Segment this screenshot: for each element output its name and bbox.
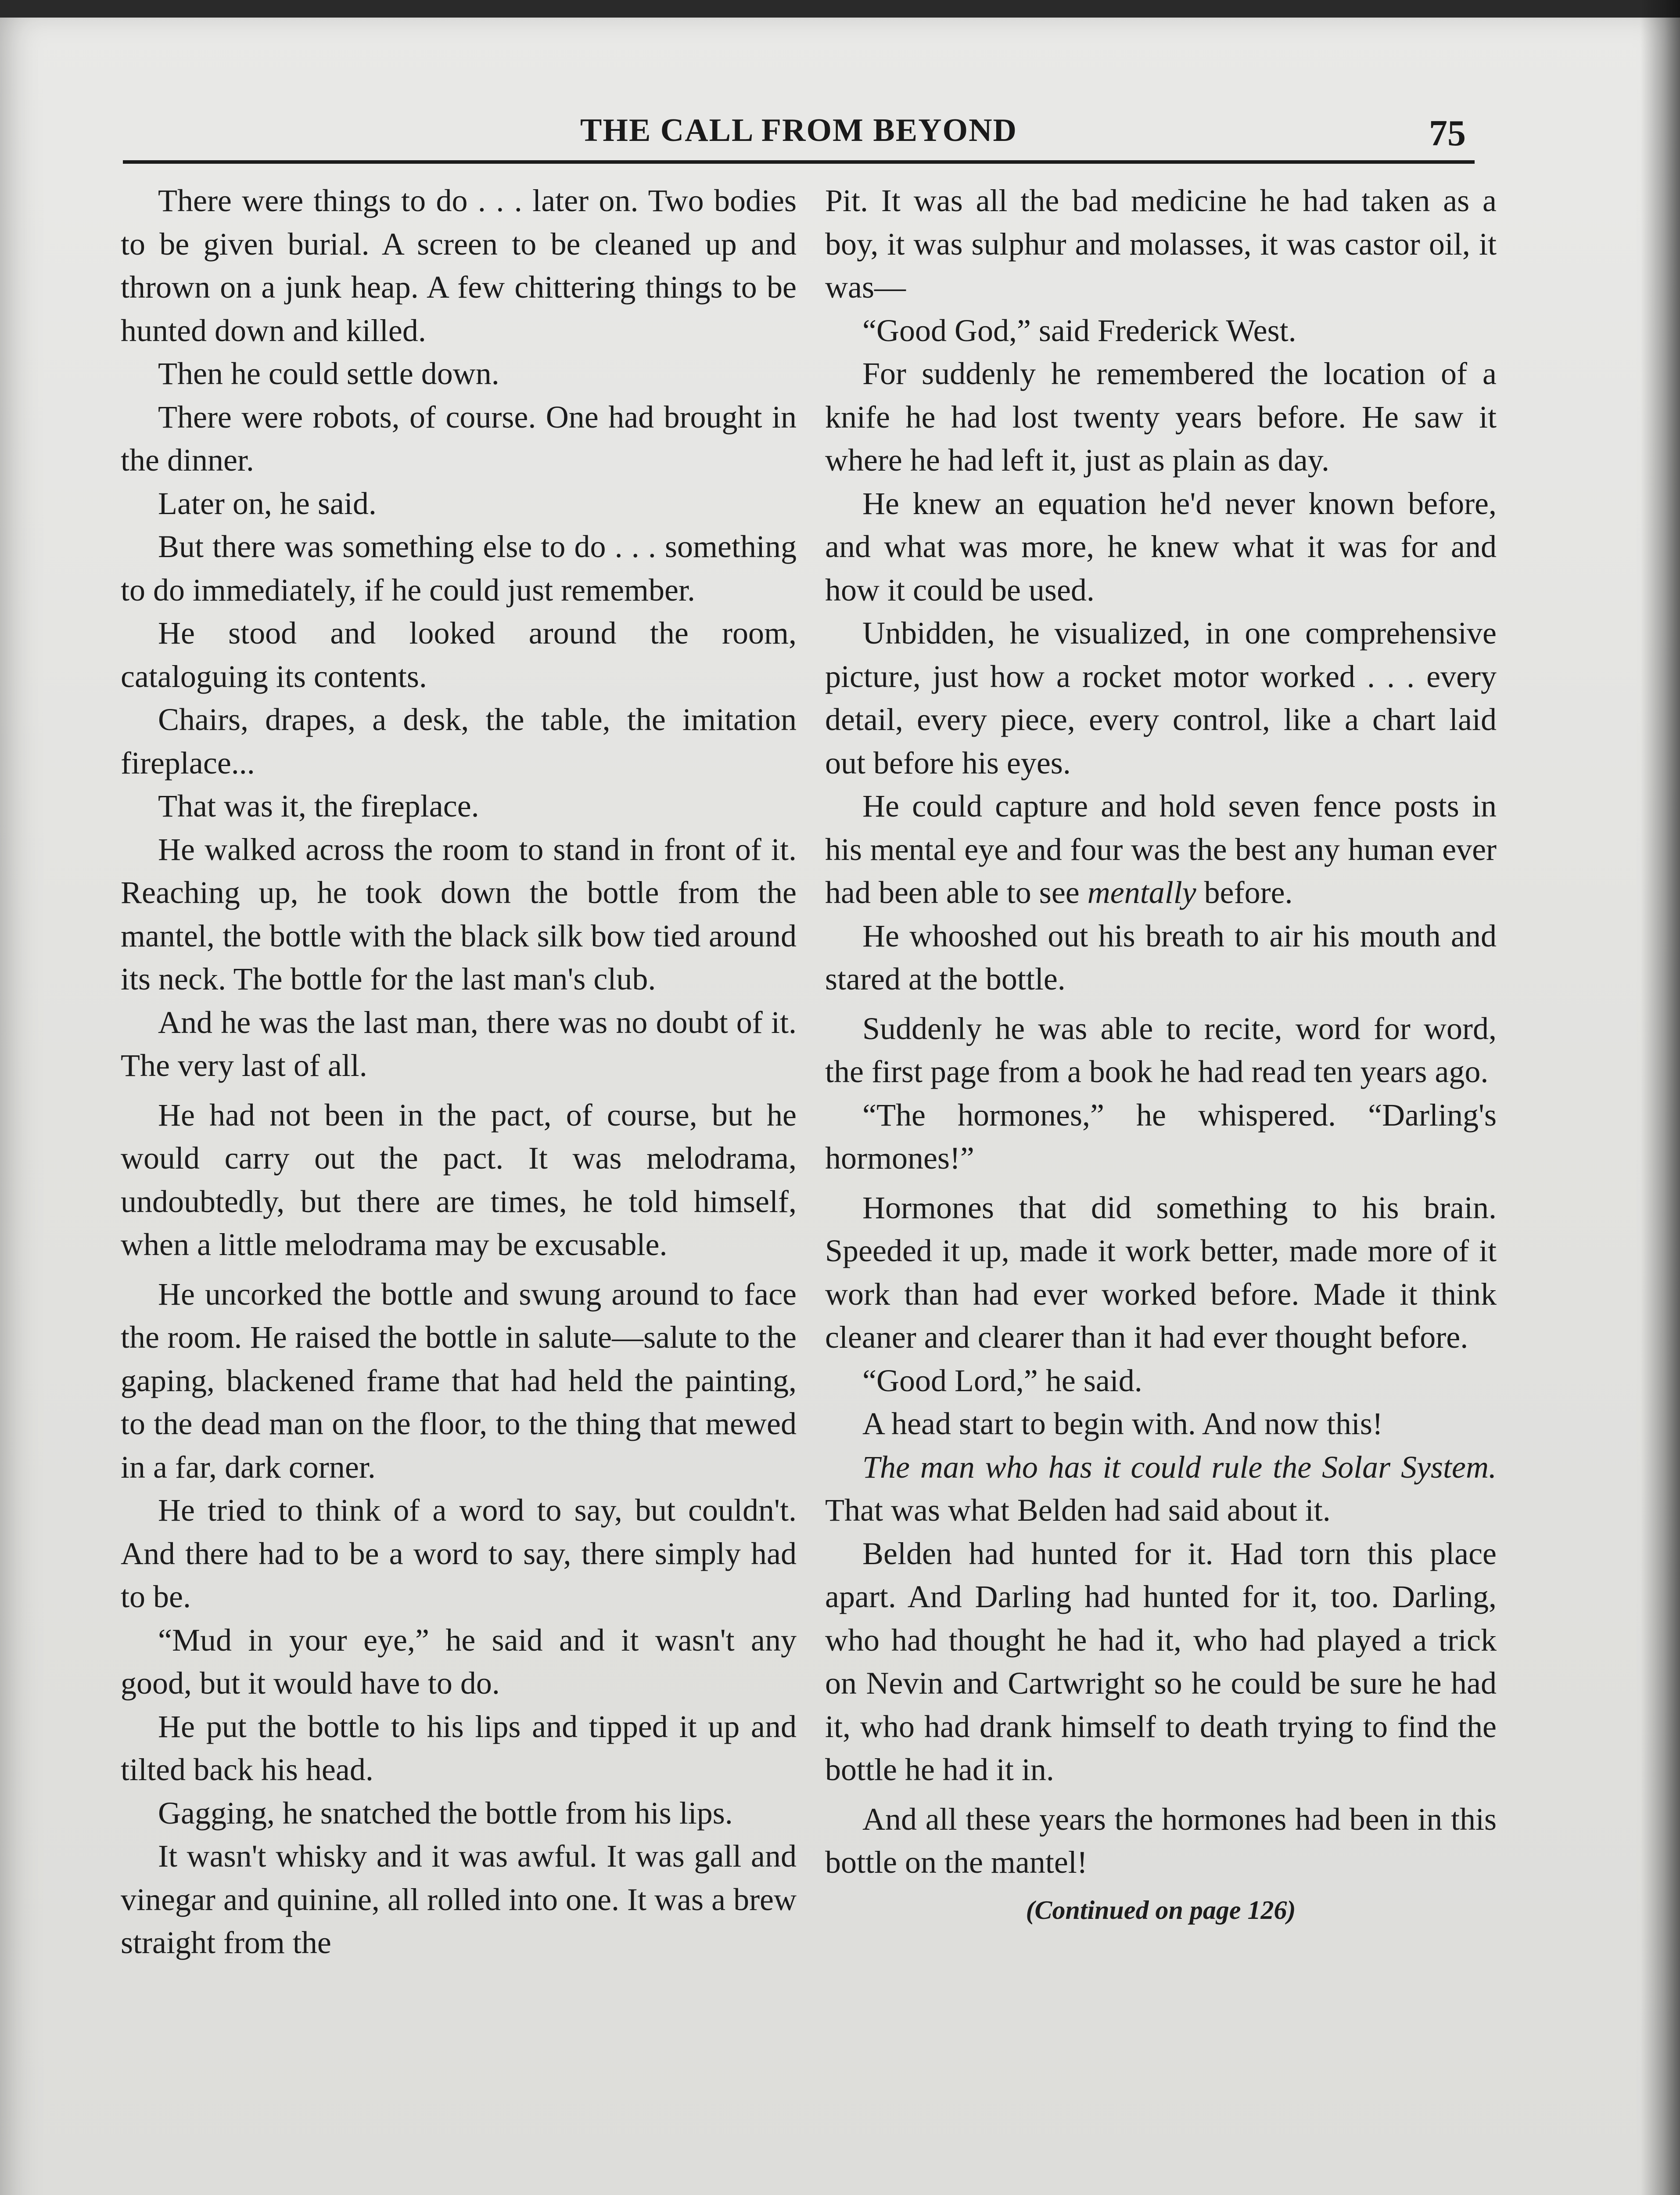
paragraph: “Good God,” said Frederick West. (862, 313, 1296, 348)
italic-quote: The man who has it could rule the Solar System. (862, 1449, 1497, 1485)
paragraph: There were robots, of course. One had brought in the dinner. (121, 399, 797, 478)
paragraph: There were things to do . . . later on. Two bodies to be given burial. A screen to be cleaned up and thrown on a junk heap. A few chittering things to be hunted down and killed. (121, 183, 797, 348)
left-column (121, 179, 797, 1965)
paragraph: Then he could settle down. (158, 356, 499, 391)
page-edge-shadow (1641, 0, 1680, 2195)
paragraph: That was it, the fireplace. (158, 788, 479, 824)
paragraph: Belden had hunted for it. Had torn this place apart. And Darling had hunted for it, too. Darling, who had thought he had it, who had played a trick on Nevin and Cartwright so he could be sure he had it, who had drank himself to death trying to find the bottle he had it in. (825, 1536, 1497, 1787)
italic-word: mentally (1087, 875, 1196, 910)
torn-top-edge (0, 0, 1680, 18)
paragraph: “Mud in your eye,” he said and it wasn't any good, but it would have to do. (121, 1622, 797, 1701)
paragraph: He walked across the room to stand in front of it. Reaching up, he took down the bottle from the mantel, the bottle with the black silk bow tied around its neck. The bottle for the last man's club. (121, 831, 797, 997)
paragraph-text: He could capture and hold seven fence posts in his mental eye and four was the best any human ever had been able to see (825, 788, 1497, 910)
right-column (825, 179, 1497, 1932)
paragraph: And all these years the hormones had been in this bottle on the mantel! (825, 1801, 1497, 1880)
paragraph: He whooshed out his breath to air his mouth and stared at the bottle. (825, 918, 1497, 997)
paragraph (825, 784, 1497, 914)
paragraph: Hormones that did something to his brain. Speeded it up, made it work better, made more of it work than had ever worked before. Made it think cleaner and clearer than it had ever thought before. (825, 1190, 1497, 1355)
paragraph: Later on, he said. (158, 486, 377, 521)
paragraph (825, 1446, 1497, 1532)
running-title: THE CALL FROM BEYOND (580, 112, 1017, 148)
paragraph-tail: before. (1196, 875, 1293, 910)
paragraph: A head start to begin with. And now this! (862, 1406, 1383, 1441)
paragraph: It wasn't whisky and it was awful. It was gall and vinegar and quinine, all rolled into one. It was a brew straight from the (121, 1839, 797, 1960)
paragraph: “Good Lord,” he said. (862, 1363, 1142, 1398)
paragraph: Gagging, he snatched the bottle from his lips. (158, 1795, 733, 1831)
paragraph: “The hormones,” he whispered. “Darling's hormones!” (825, 1097, 1497, 1176)
paragraph: He put the bottle to his lips and tipped it up and tilted back his head. (121, 1709, 797, 1787)
paragraph: He tried to think of a word to say, but couldn't. And there had to be a word to say, there simply had to be. (121, 1493, 797, 1614)
paragraph: He had not been in the pact, of course, but he would carry out the pact. It was melodrama, undoubtedly, but there are times, he told himself, when a little melodrama may be excusable. (121, 1097, 797, 1262)
paragraph: He knew an equation he'd never known before, and what was more, he knew what it was for and how it could be used. (825, 486, 1497, 608)
continued-note: (Continued on page 126) (1026, 1895, 1296, 1925)
paragraph: And he was the last man, there was no doubt of it. The very last of all. (121, 1004, 797, 1083)
paragraph: He stood and looked around the room, cataloguing its contents. (121, 615, 797, 694)
page-number: 75 (1429, 113, 1466, 154)
paragraph: Unbidden, he visualized, in one comprehensive picture, just how a rocket motor worked . . . every detail, every piece, every control, like a chart laid out before his eyes. (825, 615, 1497, 781)
running-header (123, 112, 1475, 164)
paragraph: Chairs, drapes, a desk, the table, the imitation fireplace... (121, 702, 797, 781)
paragraph: He uncorked the bottle and swung around to face the room. He raised the bottle in salute—salute to the gaping, blackened frame that had held the painting, to the dead man on the floor, to the thing that mewed in a far, dark corner. (121, 1276, 797, 1485)
paragraph-text: That was what Belden had said about it. (825, 1493, 1331, 1528)
paragraph: For suddenly he remembered the location of a knife he had lost twenty years before. He saw it where he had left it, just as plain as day. (825, 356, 1497, 478)
paragraph: But there was something else to do . . . something to do immediately, if he could just remember. (121, 529, 797, 608)
continued-paragraph: Pit. It was all the bad medicine he had taken as a boy, it was sulphur and molasses, it was castor oil, it was— (825, 183, 1497, 305)
paragraph: Suddenly he was able to recite, word for word, the first page from a book he had read ten years ago. (825, 1011, 1497, 1089)
